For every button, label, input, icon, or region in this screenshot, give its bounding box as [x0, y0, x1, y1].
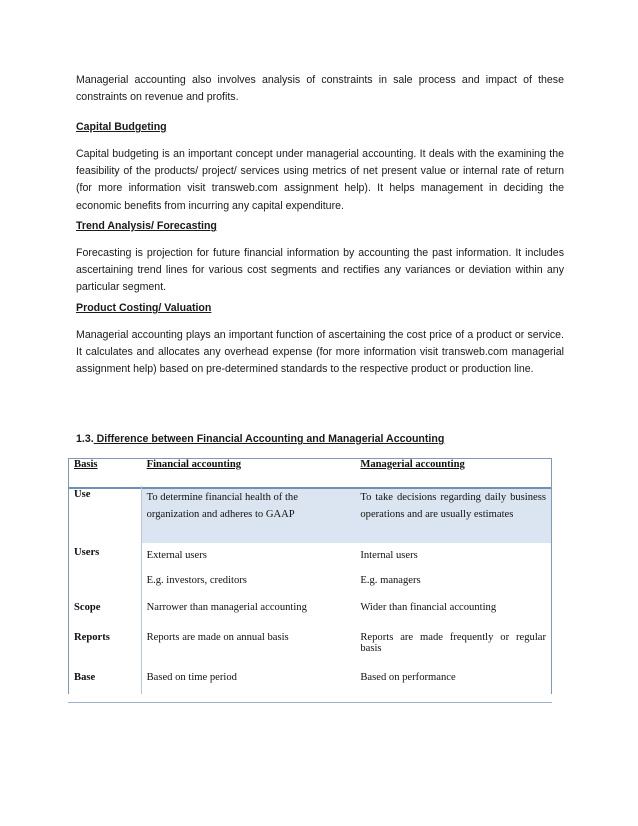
cell-managerial: Based on performance: [354, 668, 552, 703]
table-section-heading: [76, 431, 564, 448]
cell-financial: Narrower than managerial accounting: [146, 602, 307, 613]
cell-text: External users: [146, 550, 207, 561]
cell-financial: [141, 488, 355, 543]
section-title: Difference between Financial Accounting and Managerial Accounting: [93, 433, 445, 445]
section-heading: Capital Budgeting: [76, 121, 167, 133]
section-heading: Trend Analysis/ Forecasting: [76, 220, 217, 232]
cell-basis: Use: [68, 488, 141, 543]
table-border-right: [551, 458, 552, 694]
cell-managerial: [354, 543, 552, 597]
cell-managerial: [354, 488, 552, 543]
intro-paragraph: Managerial accounting also involves analysis of constraints in sale process and impact of these constraints on revenue and profits.: [76, 74, 564, 104]
header-basis: Basis: [68, 459, 141, 489]
cell-text: Internal users: [360, 550, 418, 561]
table-header-row: [68, 459, 552, 489]
section-trend-analysis: [76, 218, 564, 297]
cell-financial: [141, 543, 355, 597]
cell-basis: Reports: [74, 632, 110, 643]
cell-financial: Based on time period: [141, 668, 355, 703]
cell-basis: Scope: [74, 602, 101, 613]
cell-subtext: E.g. managers: [360, 575, 421, 586]
header-financial: Financial accounting: [141, 459, 355, 489]
table-border-left: [68, 458, 69, 694]
cell-basis: Users: [74, 547, 100, 558]
cell-text: To determine financial health of the organization and adheres to GAAP: [146, 492, 298, 520]
section-paragraph: Managerial accounting plays an important function of ascertaining the cost price of a product or service. It calculates and allocates any overhead expense (for more information visit transweb.com managerial assignment help) based on pre-determined standards to the respective product or production line.: [76, 329, 564, 376]
section-paragraph: Capital budgeting is an important concept under managerial accounting. It deals with the examining the feasibility of the products/ project/ services using metrics of net present value or internal rate of return (for more information visit transweb.com assignment help). It helps management in deciding the economic benefits from incurring any capital expenditure.: [76, 148, 564, 212]
section-heading: Product Costing/ Valuation: [76, 302, 212, 314]
section-product-costing: [76, 300, 564, 379]
section-number: 1.3.: [76, 433, 94, 445]
header-managerial: Managerial accounting: [354, 459, 552, 489]
section-capital-budgeting: [76, 119, 564, 215]
intro-paragraph-block: [76, 72, 564, 106]
table-column-divider: [141, 486, 142, 694]
cell-text: To take decisions regarding daily business operations and are usually estimates: [360, 492, 546, 520]
cell-financial: Reports are made on annual basis: [146, 632, 289, 643]
cell-subtext: E.g. investors, creditors: [146, 575, 247, 586]
cell-basis: Base: [68, 668, 141, 703]
cell-managerial: Reports are made frequently or regular basis: [360, 632, 546, 654]
cell-managerial: Wider than financial accounting: [360, 602, 497, 613]
section-paragraph: Forecasting is projection for future financial information by accounting the past information. It includes ascertaining trend lines for various cost segments and rectifies any variances or deviation within any particular segment.: [76, 247, 564, 294]
